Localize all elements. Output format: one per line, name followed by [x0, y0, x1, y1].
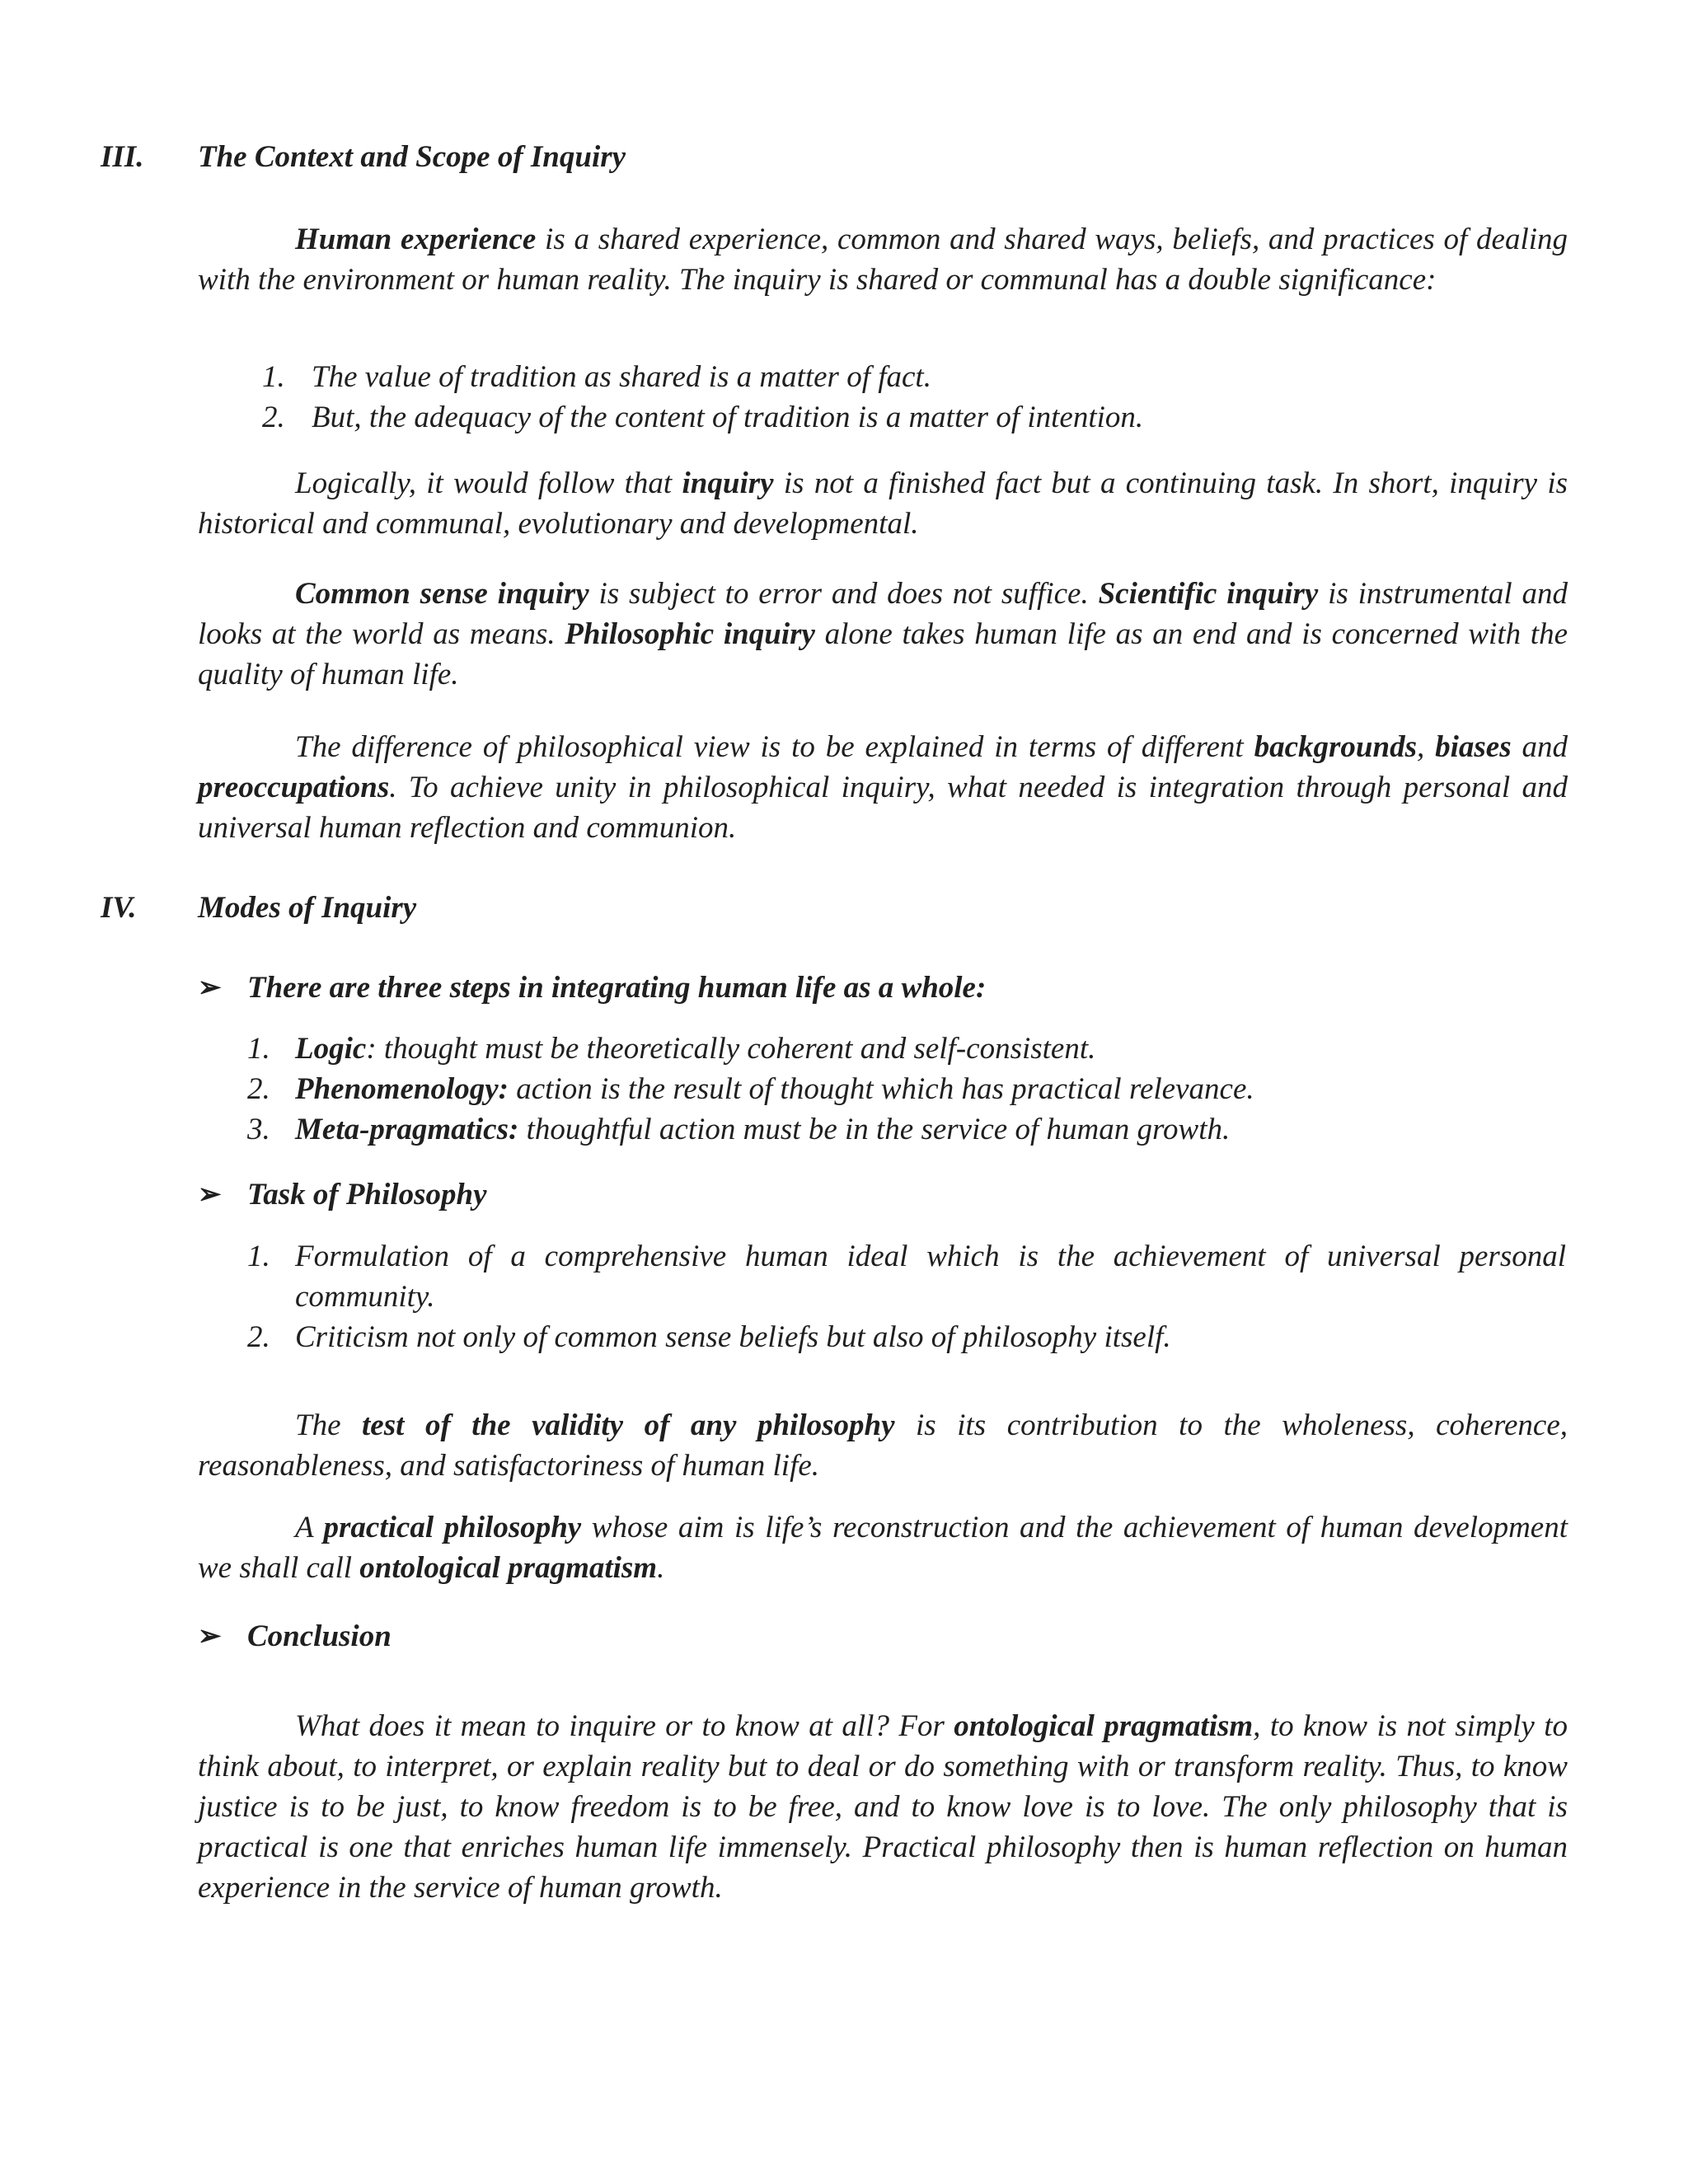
bold-term: Common sense inquiry: [295, 577, 589, 611]
paragraph-text: . To achieve unity in philosophical inquiry, what needed is integration through personal and universal human reflection and communion.: [198, 771, 1568, 845]
arrow-bullet-icon: ➢: [198, 972, 222, 1003]
paragraph-text: Logically, it would follow that: [295, 466, 682, 500]
bold-term: Philosophic inquiry: [565, 617, 815, 651]
list-number: 2.: [262, 401, 285, 434]
tasks-list: [247, 1236, 1566, 1357]
arrow-bullet-icon: ➢: [198, 1621, 222, 1652]
paragraph-text: .: [657, 1551, 665, 1585]
paragraph-text: alone takes human life as an end and is concerned with the quality of human life.: [198, 617, 1568, 691]
bold-term: preoccupations: [198, 771, 390, 804]
bold-term: Scientific inquiry: [1098, 577, 1319, 611]
bullet-text: There are three steps in integrating human life as a whole:: [247, 971, 987, 1005]
paragraph-text: is subject to error and does not suffice.: [588, 577, 1099, 611]
paragraph-text: A: [295, 1511, 324, 1544]
arrow-bullet-icon: ➢: [198, 1179, 222, 1210]
list-text: Criticism not only of common sense beliefs but also of philosophy itself.: [295, 1320, 1171, 1354]
significance-list: [262, 357, 1564, 438]
list-item: [247, 1236, 1566, 1317]
bold-term: ontological pragmatism: [954, 1709, 1254, 1743]
list-number: 1.: [262, 360, 285, 394]
paragraph-conclusion: [198, 1706, 1568, 1908]
paragraph-text: is instrumental and looks at the world as means.: [198, 577, 1568, 651]
bullet-text: Task of Philosophy: [247, 1178, 487, 1212]
bold-term: Human experience: [295, 223, 537, 256]
paragraph-difference: [198, 727, 1568, 848]
bold-term: biases: [1435, 730, 1512, 764]
bold-term: Meta-pragmatics:: [295, 1113, 519, 1146]
list-item: [262, 397, 1564, 438]
list-number: 1.: [247, 1240, 270, 1273]
steps-list: [247, 1029, 1566, 1150]
paragraph-human-experience: [198, 219, 1568, 300]
paragraph-text: The: [295, 1408, 363, 1442]
bold-term: ontological pragmatism: [359, 1551, 658, 1585]
paragraph-text: The difference of philosophical view is to be explained in terms of different: [295, 730, 1254, 764]
bold-term: Phenomenology:: [295, 1072, 509, 1106]
paragraph-text: is not a finished fact but a continuing task. In short, inquiry is historical and communal, evolutionary and developmental.: [198, 466, 1568, 541]
list-item: [247, 1317, 1566, 1357]
list-text: Formulation of a comprehensive human ideal which is the achievement of universal personal community.: [295, 1240, 1566, 1314]
section-number: IV.: [101, 891, 137, 925]
list-number: 3.: [247, 1113, 270, 1146]
paragraph-text: is a shared experience, common and shared ways, beliefs, and practices of dealing with the environment or human reality. The inquiry is shared or communal has a double significance:: [198, 223, 1568, 297]
bold-term: backgrounds: [1254, 730, 1417, 764]
paragraph-text: is its contribution to the wholeness, coherence, reasonableness, and satisfactoriness of human life.: [198, 1408, 1568, 1483]
paragraph-common-sense: [198, 574, 1568, 695]
list-number: 2.: [247, 1320, 270, 1354]
list-text: But, the adequacy of the content of tradition is a matter of intention.: [312, 401, 1144, 434]
bold-term: practical philosophy: [323, 1511, 582, 1544]
paragraph-text: and: [1511, 730, 1568, 764]
list-text: The value of tradition as shared is a matter of fact.: [312, 360, 931, 394]
section-number: III.: [101, 140, 144, 174]
bold-term: Logic: [295, 1032, 367, 1066]
paragraph-text: whose aim is life’s reconstruction and the achievement of human development we shall call: [198, 1511, 1568, 1585]
list-item: [262, 357, 1564, 397]
paragraph-test-of-validity: [198, 1405, 1568, 1486]
bullet-text: Conclusion: [247, 1619, 392, 1653]
list-text: action is the result of thought which has practical relevance.: [508, 1072, 1254, 1106]
list-item: [247, 1069, 1566, 1109]
bold-term: inquiry: [682, 466, 774, 500]
section-title: The Context and Scope of Inquiry: [198, 140, 626, 174]
paragraph-logically: [198, 463, 1568, 544]
bold-term: test of the validity of any philosophy: [362, 1408, 895, 1442]
list-item: [247, 1109, 1566, 1150]
list-item: [247, 1029, 1566, 1069]
list-text: thoughtful action must be in the service of human growth.: [518, 1113, 1231, 1146]
paragraph-text: What does it mean to inquire or to know at all? For: [295, 1709, 954, 1743]
list-text: : thought must be theoretically coherent and self-consistent.: [366, 1032, 1096, 1066]
section-title: Modes of Inquiry: [198, 891, 417, 925]
paragraph-practical-philosophy: [198, 1507, 1568, 1588]
paragraph-text: ,: [1416, 730, 1436, 764]
list-number: 1.: [247, 1032, 270, 1066]
list-number: 2.: [247, 1072, 270, 1106]
paragraph-text: , to know is not simply to think about, to interpret, or explain reality but to deal or do something with or transform reality. Thus, to know justice is to be just, to know freedom is to be free, and to know love is to love. The only philosophy that is practical is one that enriches human life immensely. Practical philosophy then is human reflection on human experience in the service of human growth.: [198, 1709, 1568, 1905]
